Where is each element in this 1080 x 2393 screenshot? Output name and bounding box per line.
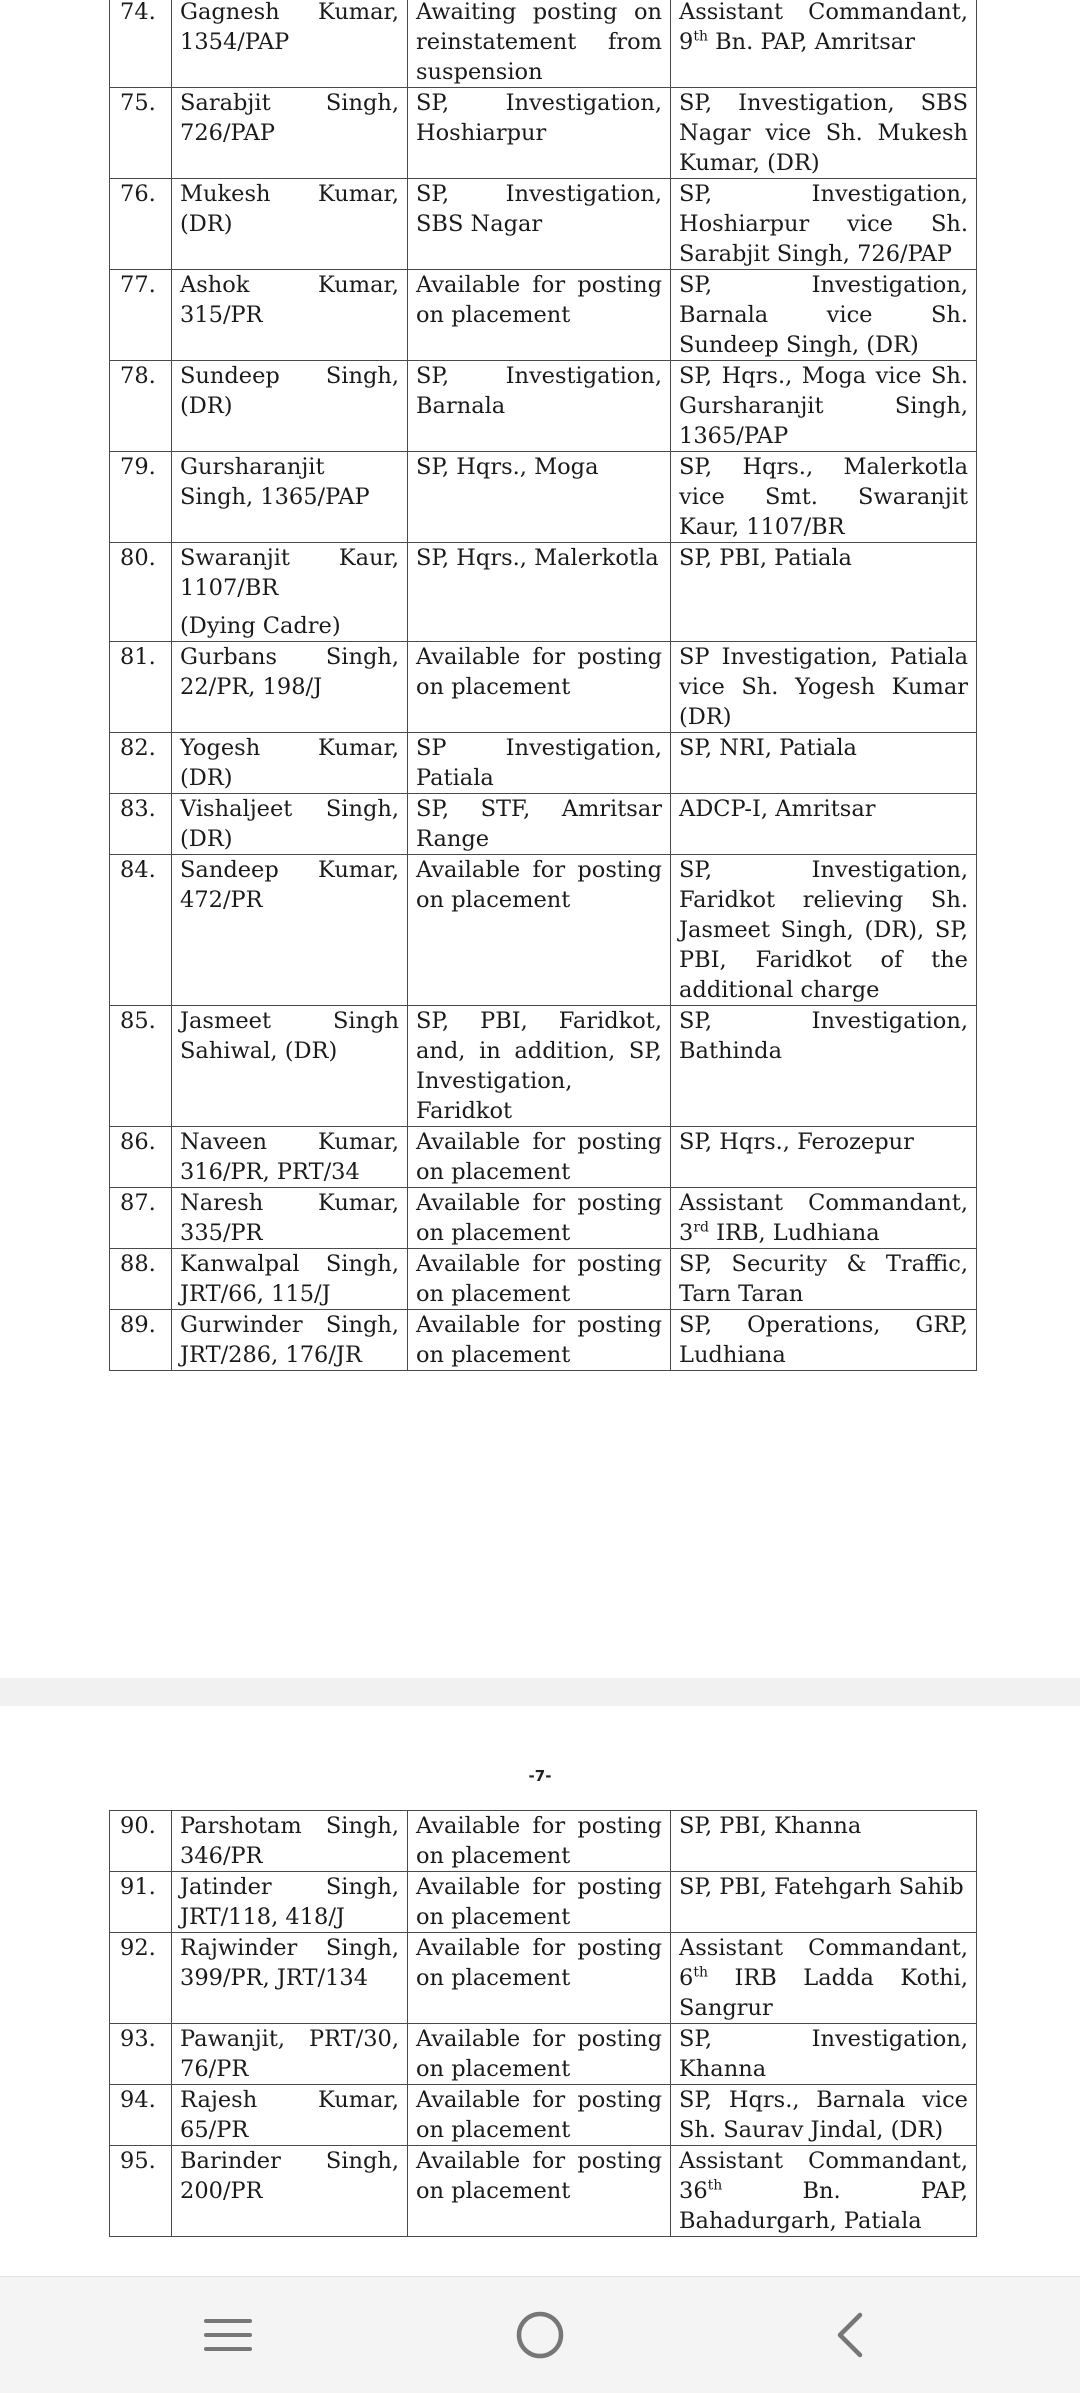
officer-name: Mukesh Kumar, (DR) bbox=[180, 181, 399, 237]
present-posting-cell: Available for posting on placement bbox=[408, 2146, 671, 2237]
postings-table-page-6 bbox=[109, 0, 977, 1371]
table-row bbox=[110, 855, 977, 1006]
table-row bbox=[110, 794, 977, 855]
table-row bbox=[110, 2024, 977, 2085]
present-posting-cell: Available for posting on placement bbox=[408, 2024, 671, 2085]
posted-to-cell: SP Investigation, Patiala vice Sh. Yogesh Kumar (DR) bbox=[671, 642, 977, 733]
officer-name-cell bbox=[172, 1249, 408, 1310]
posted-to-cell: SP, NRI, Patiala bbox=[671, 733, 977, 794]
serial-number-cell: 89. bbox=[110, 1310, 172, 1371]
page-number: -7- bbox=[528, 1767, 552, 1785]
back-chevron-icon bbox=[830, 2309, 870, 2361]
posted-to-cell: SP, Investigation, Hoshiarpur vice Sh. Sarabjit Singh, 726/PAP bbox=[671, 179, 977, 270]
table-row bbox=[110, 0, 977, 88]
table-row bbox=[110, 1872, 977, 1933]
present-posting-cell: Available for posting on placement bbox=[408, 1872, 671, 1933]
officer-name: Jatinder Singh, JRT/118, 418/J bbox=[180, 1874, 399, 1930]
officer-name: Gurbans Singh, 22/PR, 198/J bbox=[180, 644, 399, 700]
officer-name: Sandeep Kumar, 472/PR bbox=[180, 857, 399, 913]
officer-name: Yogesh Kumar, (DR) bbox=[180, 735, 399, 791]
posted-to-cell: SP, PBI, Fatehgarh Sahib bbox=[671, 1872, 977, 1933]
present-posting-cell: Available for posting on placement bbox=[408, 1249, 671, 1310]
posted-to-cell: Assistant Commandant, 6th IRB Ladda Kothi, Sangrur bbox=[671, 1933, 977, 2024]
officer-name: Vishaljeet Singh, (DR) bbox=[180, 796, 399, 852]
posted-to-cell: ADCP-I, Amritsar bbox=[671, 794, 977, 855]
table-row bbox=[110, 1811, 977, 1872]
posted-to-cell: Assistant Commandant, 36th Bn. PAP, Bahadurgarh, Patiala bbox=[671, 2146, 977, 2237]
officer-name-cell bbox=[172, 1933, 408, 2024]
serial-number-cell: 76. bbox=[110, 179, 172, 270]
present-posting-cell: SP, Investigation, SBS Nagar bbox=[408, 179, 671, 270]
present-posting-cell: Available for posting on placement bbox=[408, 270, 671, 361]
officer-name: Sarabjit Singh, 726/PAP bbox=[180, 90, 399, 146]
table-row bbox=[110, 1006, 977, 1127]
posted-to-cell: SP, Hqrs., Moga vice Sh. Gursharanjit Singh, 1365/PAP bbox=[671, 361, 977, 452]
officer-name: Sundeep Singh, (DR) bbox=[180, 363, 399, 419]
document-page-7 bbox=[0, 1706, 1080, 2276]
present-posting-cell: Available for posting on placement bbox=[408, 1811, 671, 1872]
home-button[interactable] bbox=[490, 2301, 590, 2369]
officer-name-cell bbox=[172, 1127, 408, 1188]
posted-to-cell: SP, PBI, Patiala bbox=[671, 543, 977, 642]
serial-number-cell: 82. bbox=[110, 733, 172, 794]
android-navigation-bar bbox=[0, 2276, 1080, 2393]
posted-to-cell: SP, Hqrs., Barnala vice Sh. Saurav Jindal, (DR) bbox=[671, 2085, 977, 2146]
postings-table-page-7 bbox=[109, 1810, 977, 2237]
back-button[interactable] bbox=[800, 2301, 900, 2369]
officer-name-cell bbox=[172, 855, 408, 1006]
officer-name-cell bbox=[172, 88, 408, 179]
present-posting-cell: Available for posting on placement bbox=[408, 1188, 671, 1249]
table-row bbox=[110, 1188, 977, 1249]
officer-name: Rajwinder Singh, 399/PR, JRT/134 bbox=[180, 1935, 399, 1991]
present-posting-cell: Available for posting on placement bbox=[408, 1127, 671, 1188]
officer-name: Gurwinder Singh, JRT/286, 176/JR bbox=[180, 1312, 399, 1368]
serial-number-cell: 78. bbox=[110, 361, 172, 452]
table-row bbox=[110, 733, 977, 794]
home-circle-icon bbox=[514, 2309, 566, 2361]
posted-to-cell: Assistant Commandant, 9th Bn. PAP, Amritsar bbox=[671, 0, 977, 88]
officer-name: Barinder Singh, 200/PR bbox=[180, 2148, 399, 2204]
serial-number-cell: 88. bbox=[110, 1249, 172, 1310]
menu-icon bbox=[202, 2313, 254, 2357]
posted-to-cell: SP, Investigation, SBS Nagar vice Sh. Mukesh Kumar, (DR) bbox=[671, 88, 977, 179]
recent-apps-button[interactable] bbox=[178, 2301, 278, 2369]
table-row bbox=[110, 1933, 977, 2024]
serial-number-cell: 90. bbox=[110, 1811, 172, 1872]
officer-name-cell bbox=[172, 2024, 408, 2085]
officer-name: Rajesh Kumar, 65/PR bbox=[180, 2087, 399, 2143]
officer-name-cell bbox=[172, 361, 408, 452]
present-posting-cell: SP, Investigation, Hoshiarpur bbox=[408, 88, 671, 179]
officer-name-cell bbox=[172, 642, 408, 733]
table-row bbox=[110, 2085, 977, 2146]
table-row bbox=[110, 361, 977, 452]
present-posting-cell: Awaiting posting on reinstatement from suspension bbox=[408, 0, 671, 88]
present-posting-cell: Available for posting on placement bbox=[408, 1310, 671, 1371]
officer-name-cell bbox=[172, 1006, 408, 1127]
present-posting-cell: Available for posting on placement bbox=[408, 642, 671, 733]
table-row bbox=[110, 1310, 977, 1371]
officer-name-cell bbox=[172, 543, 408, 642]
officer-name-cell bbox=[172, 1310, 408, 1371]
serial-number-cell: 91. bbox=[110, 1872, 172, 1933]
table-row bbox=[110, 1249, 977, 1310]
present-posting-cell: SP, Hqrs., Malerkotla bbox=[408, 543, 671, 642]
officer-name: Ashok Kumar, 315/PR bbox=[180, 272, 399, 328]
serial-number-cell: 83. bbox=[110, 794, 172, 855]
cadre-note: (Dying Cadre) bbox=[180, 613, 341, 639]
present-posting-cell: Available for posting on placement bbox=[408, 2085, 671, 2146]
table-row bbox=[110, 179, 977, 270]
present-posting-cell: SP, PBI, Faridkot, and, in addition, SP, Investigation, Faridkot bbox=[408, 1006, 671, 1127]
officer-name: Pawanjit, PRT/30, 76/PR bbox=[180, 2026, 399, 2082]
officer-name-cell bbox=[172, 1188, 408, 1249]
officer-name: Gagnesh Kumar, 1354/PAP bbox=[180, 0, 399, 55]
table-row bbox=[110, 543, 977, 642]
table-row bbox=[110, 270, 977, 361]
present-posting-cell: SP, Investigation, Barnala bbox=[408, 361, 671, 452]
posted-to-cell: SP, PBI, Khanna bbox=[671, 1811, 977, 1872]
posted-to-cell: SP, Investigation, Faridkot relieving Sh. Jasmeet Singh, (DR), SP, PBI, Faridkot of the additional charge bbox=[671, 855, 977, 1006]
posted-to-cell: SP, Investigation, Khanna bbox=[671, 2024, 977, 2085]
page-separator bbox=[0, 1678, 1080, 1706]
officer-name-cell bbox=[172, 1811, 408, 1872]
serial-number-cell: 75. bbox=[110, 88, 172, 179]
officer-name-cell bbox=[172, 794, 408, 855]
officer-name-cell bbox=[172, 2146, 408, 2237]
table-row bbox=[110, 642, 977, 733]
serial-number-cell: 84. bbox=[110, 855, 172, 1006]
table-row bbox=[110, 88, 977, 179]
serial-number-cell: 94. bbox=[110, 2085, 172, 2146]
officer-name-cell bbox=[172, 179, 408, 270]
serial-number-cell: 93. bbox=[110, 2024, 172, 2085]
table-row bbox=[110, 2146, 977, 2237]
table-row bbox=[110, 1127, 977, 1188]
officer-name-cell bbox=[172, 733, 408, 794]
serial-number-cell: 74. bbox=[110, 0, 172, 88]
officer-name: Kanwalpal Singh, JRT/66, 115/J bbox=[180, 1251, 399, 1307]
serial-number-cell: 79. bbox=[110, 452, 172, 543]
present-posting-cell: SP Investigation, Patiala bbox=[408, 733, 671, 794]
posted-to-cell: SP, Operations, GRP, Ludhiana bbox=[671, 1310, 977, 1371]
present-posting-cell: SP, Hqrs., Moga bbox=[408, 452, 671, 543]
serial-number-cell: 86. bbox=[110, 1127, 172, 1188]
posted-to-cell: SP, Security & Traffic, Tarn Taran bbox=[671, 1249, 977, 1310]
officer-name-cell bbox=[172, 0, 408, 88]
serial-number-cell: 92. bbox=[110, 1933, 172, 2024]
table-row bbox=[110, 452, 977, 543]
serial-number-cell: 95. bbox=[110, 2146, 172, 2237]
officer-name: Naveen Kumar, 316/PR, PRT/34 bbox=[180, 1129, 399, 1185]
posted-to-cell: Assistant Commandant, 3rd IRB, Ludhiana bbox=[671, 1188, 977, 1249]
serial-number-cell: 77. bbox=[110, 270, 172, 361]
posted-to-cell: SP, Investigation, Bathinda bbox=[671, 1006, 977, 1127]
posted-to-cell: SP, Hqrs., Ferozepur bbox=[671, 1127, 977, 1188]
officer-name-cell bbox=[172, 2085, 408, 2146]
officer-name-cell bbox=[172, 452, 408, 543]
officer-name: Parshotam Singh, 346/PR bbox=[180, 1813, 399, 1869]
present-posting-cell: SP, STF, Amritsar Range bbox=[408, 794, 671, 855]
serial-number-cell: 85. bbox=[110, 1006, 172, 1127]
officer-name-cell bbox=[172, 270, 408, 361]
officer-name: Naresh Kumar, 335/PR bbox=[180, 1190, 399, 1246]
posted-to-cell: SP, Hqrs., Malerkotla vice Smt. Swaranjit Kaur, 1107/BR bbox=[671, 452, 977, 543]
officer-name: Jasmeet Singh Sahiwal, (DR) bbox=[180, 1008, 399, 1064]
serial-number-cell: 87. bbox=[110, 1188, 172, 1249]
officer-name: Swaranjit Kaur, 1107/BR bbox=[180, 545, 399, 601]
officer-name-cell bbox=[172, 1872, 408, 1933]
present-posting-cell: Available for posting on placement bbox=[408, 1933, 671, 2024]
serial-number-cell: 81. bbox=[110, 642, 172, 733]
posted-to-cell: SP, Investigation, Barnala vice Sh. Sundeep Singh, (DR) bbox=[671, 270, 977, 361]
officer-name: Gursharanjit Singh, 1365/PAP bbox=[180, 454, 370, 510]
present-posting-cell: Available for posting on placement bbox=[408, 855, 671, 1006]
serial-number-cell: 80. bbox=[110, 543, 172, 642]
